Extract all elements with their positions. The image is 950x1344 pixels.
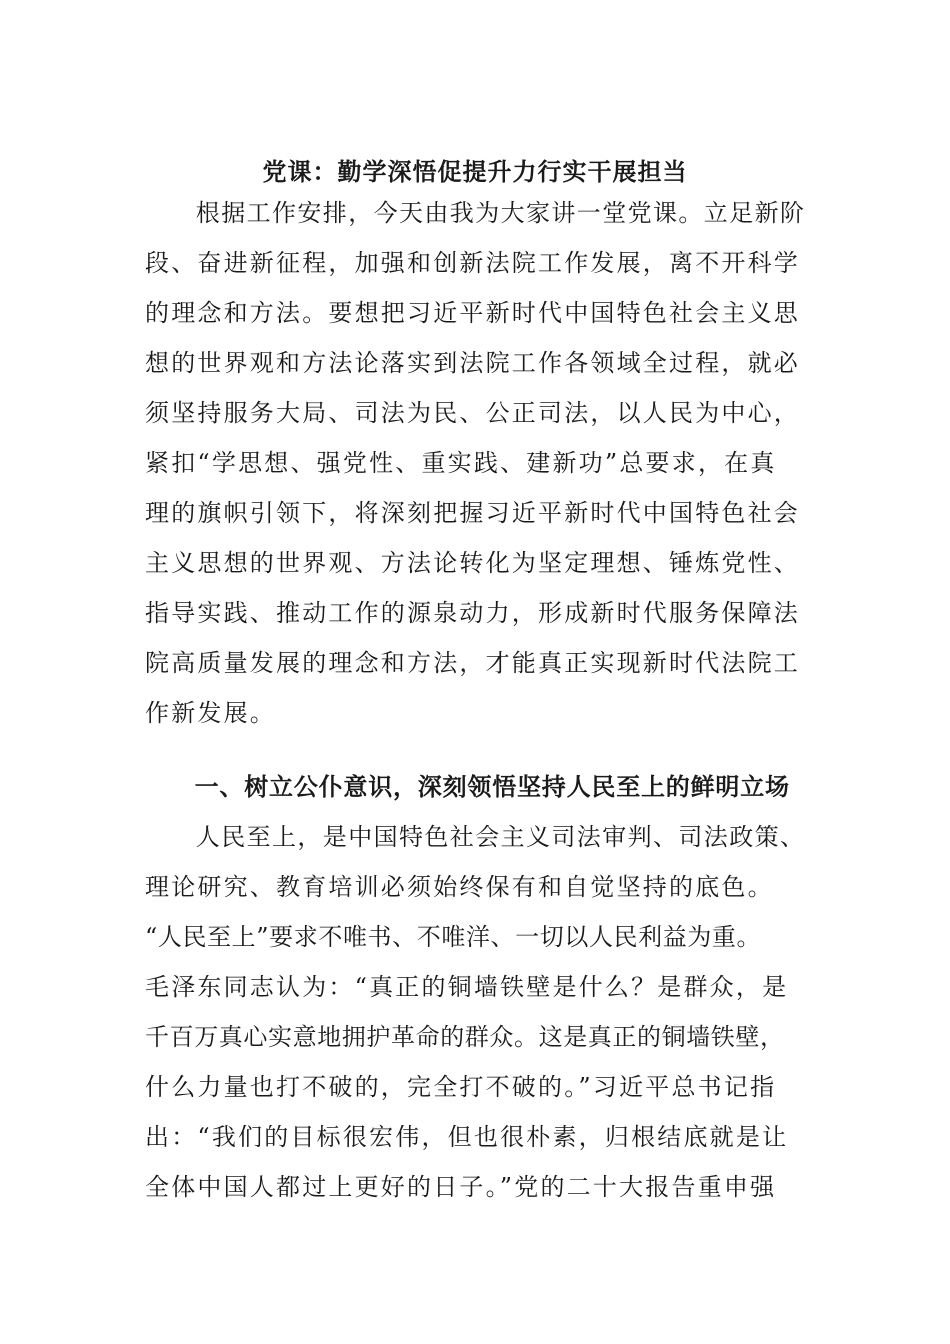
paragraph-line: 院高质量发展的理念和方法，才能真正实现新时代法院工	[145, 649, 800, 677]
paragraph-line: 理的旗帜引领下，将深刻把握习近平新时代中国特色社会	[145, 499, 800, 527]
paragraph-line: 千百万真心实意地拥护革命的群众。这是真正的铜墙铁壁，	[145, 1023, 785, 1051]
paragraph-intro	[145, 188, 807, 738]
paragraph-line: 人民至上，是中国特色社会主义司法审判、司法政策、	[145, 823, 806, 851]
document-title: 党课：勤学深悟促提升力行实干展担当	[262, 157, 688, 186]
paragraph-line: 出：“我们的目标很宏伟，但也很朴素，归根结底就是让	[145, 1123, 789, 1151]
paragraph-line: 的理念和方法。要想把习近平新时代中国特色社会主义思	[145, 299, 800, 327]
paragraph-line: 作新发展。	[145, 699, 276, 727]
paragraph-line: 想的世界观和方法论落实到法院工作各领域全过程，就必	[145, 349, 800, 377]
paragraph-line: 须坚持服务大局、司法为民、公正司法，以人民为中心，	[145, 399, 800, 427]
paragraph-line: “人民至上”要求不唯书、不唯洋、一切以人民利益为重。	[145, 923, 762, 951]
paragraph-line: 指导实践、推动工作的源泉动力，形成新时代服务保障法	[145, 599, 800, 627]
paragraph-line: 段、奋进新征程，加强和创新法院工作发展，离不开科学	[145, 249, 800, 277]
paragraph-line: 什么力量也打不破的，完全打不破的。”习近平总书记指	[145, 1073, 777, 1101]
section-heading: 一、树立公仆意识，深刻领悟坚持人民至上的鲜明立场	[145, 772, 790, 801]
paragraph-line: 理论研究、教育培训必须始终保有和自觉坚持的底色。	[145, 873, 774, 901]
paragraph-line: 毛泽东同志认为：“真正的铜墙铁壁是什么？是群众，是	[145, 973, 789, 1001]
paragraph-line: 主义思想的世界观、方法论转化为坚定理想、锤炼党性、	[145, 549, 800, 577]
paragraph-section-one	[145, 812, 807, 1212]
paragraph-line: 全体中国人都过上更好的日子。”党的二十大报告重申强	[145, 1173, 777, 1201]
paragraph-line: 紧扣“学思想、强党性、重实践、建新功”总要求，在真	[145, 449, 777, 477]
paragraph-line: 根据工作安排，今天由我为大家讲一堂党课。立足新阶	[145, 199, 806, 227]
section-one	[145, 762, 807, 812]
